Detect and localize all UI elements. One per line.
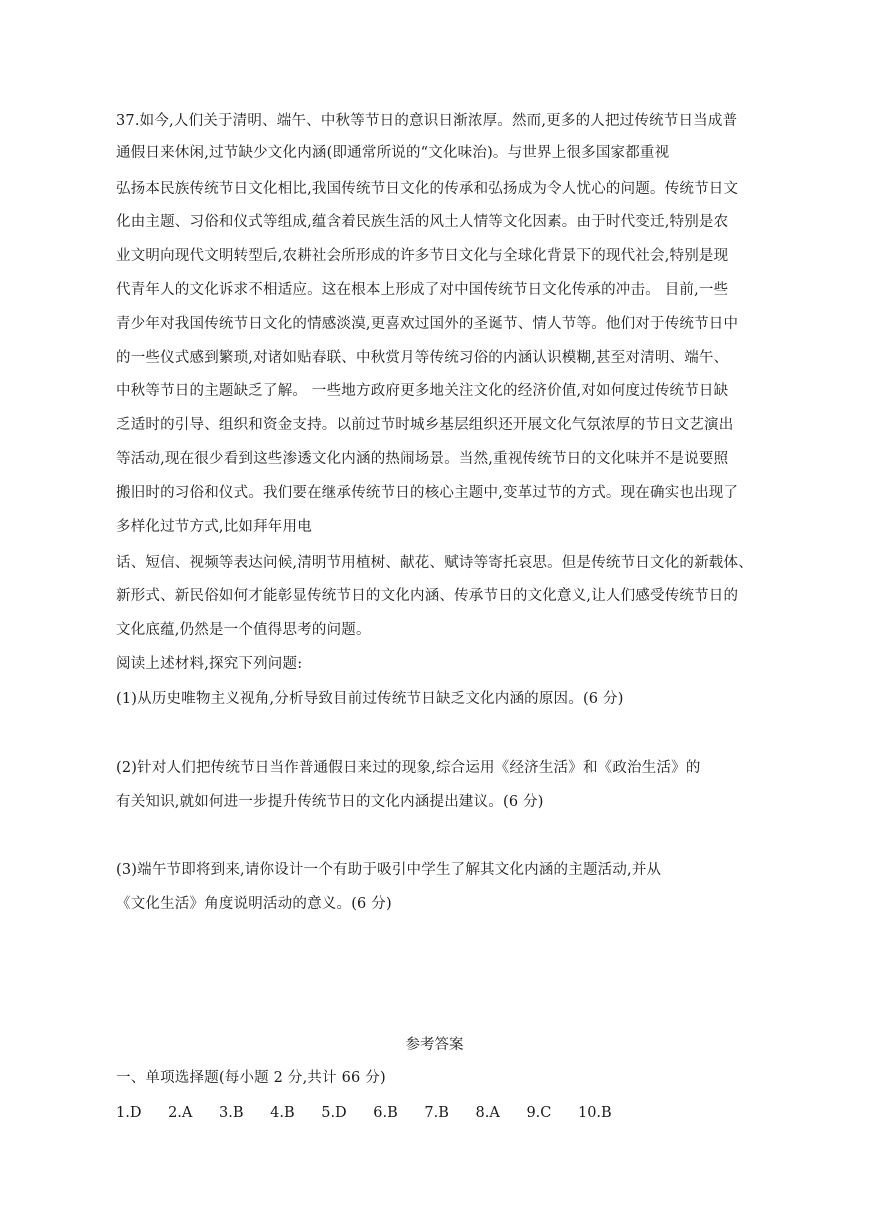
answer-item: 10.B bbox=[577, 1105, 612, 1121]
answer-item: 6.B bbox=[373, 1105, 398, 1121]
q37-line-1: 37.如今,人们关于清明、端午、中秋等节日的意识日渐浓厚。然而,更多的人把过传统节日当成普 bbox=[116, 113, 738, 129]
answer-list bbox=[116, 1103, 634, 1123]
answer-section-title: 参考答案 bbox=[405, 1037, 464, 1053]
q37-line-7: 青少年对我国传统节日文化的情感淡漠,更喜欢过国外的圣诞节、情人节等。他们对于传统节日中 bbox=[116, 316, 739, 332]
q37-line-12: 搬旧时的习俗和仪式。我们要在继承传统节日的核心主题中,变革过节的方式。现在确实也出现了 bbox=[116, 485, 739, 501]
q37-line-14: 话、短信、视频等表达问候,清明节用植树、献花、赋诗等寄托哀思。但是传统节日文化的新载体、 bbox=[116, 555, 753, 571]
q37-sub2-line2: 有关知识,就如何进一步提升传统节日的文化内涵提出建议。(6 分) bbox=[116, 794, 544, 810]
q37-line-3: 弘扬本民族传统节日文化相比,我国传统节日文化的传承和弘扬成为令人忧心的问题。传统节日文 bbox=[116, 181, 739, 197]
answer-item: 7.B bbox=[424, 1105, 449, 1121]
answer-item: 8.A bbox=[475, 1105, 500, 1121]
q37-sub3-line1: (3)端午节即将到来,请你设计一个有助于吸引中学生了解其文化内涵的主题活动,并从 bbox=[116, 862, 662, 878]
answer-section-heading: 一、单项选择题(每小题 2 分,共计 66 分) bbox=[116, 1070, 386, 1086]
answer-item: 3.B bbox=[219, 1105, 244, 1121]
q37-sub1: (1)从历史唯物主义视角,分析导致目前过传统节日缺乏文化内涵的原因。(6 分) bbox=[116, 691, 624, 707]
q37-line-16: 文化底蕴,仍然是一个值得思考的问题。 bbox=[116, 622, 371, 638]
q37-line-10: 乏适时的引导、组织和资金支持。以前过节时城乡基层组织还开展文化气氛浓厚的节日文艺演出 bbox=[116, 417, 734, 433]
q37-line-13: 多样化过节方式,比如拜年用电 bbox=[116, 519, 312, 535]
q37-line-6: 代青年人的文化诉求不相适应。这在根本上形成了对中国传统节日文化传承的冲击。 目前,一些 bbox=[116, 282, 729, 298]
q37-line-11: 等活动,现在很少看到这些渗透文化内涵的热闹场景。当然,重视传统节日的文化味并不是说要照 bbox=[116, 451, 729, 467]
q37-sub2-line1: (2)针对人们把传统节日当作普通假日来过的现象,综合运用《经济生活》和《政治生活》的 bbox=[116, 760, 701, 776]
answer-item: 2.A bbox=[168, 1105, 193, 1121]
q37-line-9: 中秋等节日的主题缺乏了解。 一些地方政府更多地关注文化的经济价值,对如何度过传统节日缺 bbox=[116, 383, 729, 399]
q37-prompt: 阅读上述材料,探究下列问题: bbox=[116, 656, 303, 672]
q37-sub3-line2: 《文化生活》角度说明活动的意义。(6 分) bbox=[116, 896, 392, 912]
q37-line-15: 新形式、新民俗如何才能彰显传统节日的文化内涵、传承节日的文化意义,让人们感受传统节日的 bbox=[116, 588, 739, 604]
answer-item: 9.C bbox=[526, 1105, 552, 1121]
answer-item: 1.D bbox=[116, 1105, 142, 1121]
q37-line-2: 通假日来休闲,过节缺少文化内涵(即通常所说的“文化味治)。与世界上很多国家都重视 bbox=[116, 145, 670, 161]
q37-line-5: 业文明向现代文明转型后,农耕社会所形成的许多节日文化与全球化背景下的现代社会,特别是现 bbox=[116, 248, 729, 264]
q37-line-8: 的一些仪式感到繁琐,对诸如贴春联、中秋赏月等传统习俗的内涵认识模糊,甚至对清明、端午、 bbox=[116, 350, 729, 366]
q37-line-4: 化由主题、习俗和仪式等组成,蕴含着民族生活的风土人情等文化因素。由于时代变迁,特别是农 bbox=[116, 214, 729, 230]
answer-item: 4.B bbox=[270, 1105, 295, 1121]
answer-item: 5.D bbox=[321, 1105, 347, 1121]
